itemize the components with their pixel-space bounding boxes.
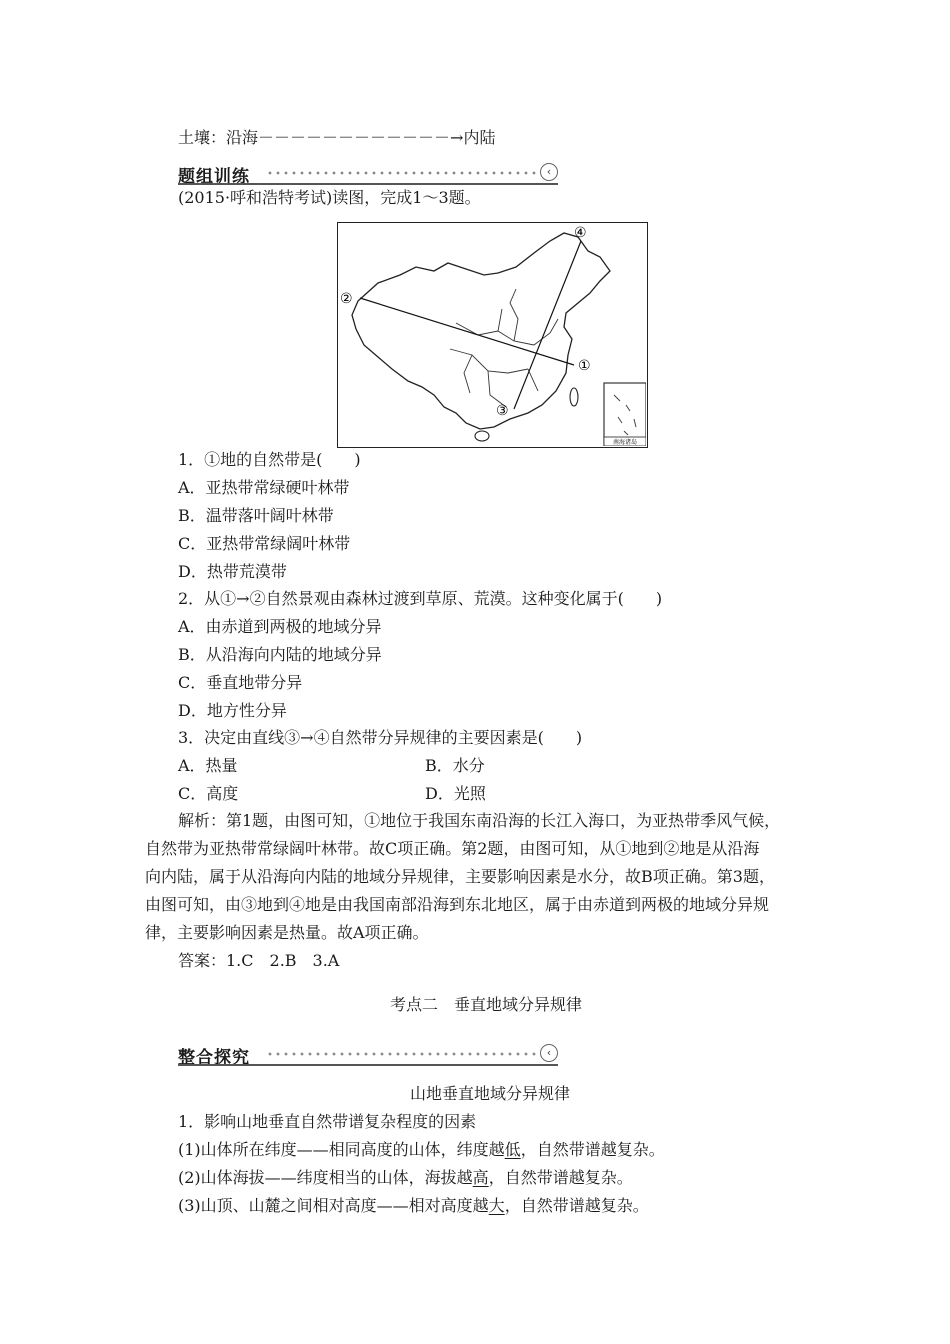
province-lines <box>450 289 558 407</box>
marker-3: ③ <box>496 403 509 419</box>
factor-item-1 <box>178 1140 665 1160</box>
factor-keyword: 低 <box>504 1140 521 1159</box>
source-line: (2015·呼和浩特考试)读图，完成1～3题。 <box>178 188 481 207</box>
q2-option-c: C．垂直地带分异 <box>178 673 303 692</box>
q2-option-a: A．由赤道到两极的地域分异 <box>178 617 382 636</box>
factor-keyword: 大 <box>488 1196 505 1215</box>
chevron-left-icon: ‹ <box>540 1044 558 1062</box>
factor-item-3 <box>178 1196 649 1216</box>
china-outline <box>352 233 610 429</box>
section-rule <box>178 1064 558 1066</box>
analysis-line-5: 律，主要影响因素是热量。故A项正确。 <box>145 923 429 942</box>
section-rule <box>178 183 558 185</box>
q1-option-d: D．热带荒漠带 <box>178 562 287 581</box>
analysis-line-4: 由图可知，由③地到④地是由我国南部沿海到东北地区，属于由赤道到两极的地域分异规 <box>145 895 770 914</box>
factor-keyword: 高 <box>472 1168 489 1187</box>
taiwan-island <box>570 388 578 406</box>
q1-option-b: B．温带落叶阔叶林带 <box>178 506 334 525</box>
marker-1: ① <box>578 358 591 374</box>
soil-label: 土壤：沿海 <box>178 128 259 147</box>
section-title: 整合探究 <box>178 1048 250 1068</box>
factor-text: ，自然带谱越复杂。 <box>488 1168 633 1187</box>
answer-line: 答案：1.C 2.B 3.A <box>178 951 340 970</box>
line-2-to-1 <box>360 298 574 365</box>
q1-stem: 1．①地的自然带是( ) <box>178 450 361 469</box>
factors-heading: 1．影响山地垂直自然带谱复杂程度的因素 <box>178 1112 477 1131</box>
chevron-left-icon: ‹ <box>540 163 558 181</box>
q3-option-b: B．水分 <box>425 756 485 775</box>
factor-text: (1)山体所在纬度——相同高度的山体，纬度越 <box>178 1140 505 1159</box>
inset-box <box>604 383 646 446</box>
factor-text: ，自然带谱越复杂。 <box>504 1196 649 1215</box>
china-map-figure <box>337 222 648 448</box>
section-header-explore <box>178 1043 558 1068</box>
line-3-to-4 <box>514 241 581 409</box>
dotted-divider <box>266 171 536 175</box>
section-header-practice <box>178 162 558 187</box>
q2-option-d: D．地方性分异 <box>178 701 287 720</box>
factor-text: (2)山体海拔——纬度相当的山体，海拔越 <box>178 1168 473 1187</box>
soil-arrow: －－－－－－－－－－－－→ <box>258 128 464 147</box>
analysis-line-2: 自然带为亚热带常绿阔叶林带。故C项正确。第2题，由图可知，从①地到②地是从沿海 <box>145 839 760 858</box>
marker-4: ④ <box>574 225 587 241</box>
analysis-line-3: 向内陆，属于从沿海向内陆的地域分异规律，主要影响因素是水分，故B项正确。第3题， <box>145 867 775 886</box>
soil-line <box>178 128 495 148</box>
section-title: 题组训练 <box>178 167 250 187</box>
q3-option-c: C．高度 <box>178 784 239 803</box>
subtitle: 山地垂直地域分异规律 <box>410 1084 571 1103</box>
kaodian-title: 考点二 垂直地域分异规律 <box>390 995 583 1014</box>
q2-option-b: B．从沿海向内陆的地域分异 <box>178 645 382 664</box>
hainan-island <box>475 431 489 441</box>
marker-2: ② <box>340 291 353 307</box>
factor-text: (3)山顶、山麓之间相对高度——相对高度越 <box>178 1196 489 1215</box>
q3-option-a: A．热量 <box>178 756 238 775</box>
soil-end: 内陆 <box>463 128 496 147</box>
dotted-divider <box>266 1052 536 1056</box>
q3-stem: 3．决定由直线③→④自然带分异规律的主要因素是( ) <box>178 728 583 747</box>
factor-item-2 <box>178 1168 633 1188</box>
china-map-svg <box>338 223 646 446</box>
q1-option-c: C．亚热带常绿阔叶林带 <box>178 534 351 553</box>
q3-option-d: D．光照 <box>425 784 486 803</box>
q1-option-a: A．亚热带常绿硬叶林带 <box>178 478 350 497</box>
inset-label: 南海诸岛 <box>612 440 638 446</box>
analysis-line-1: 解析：第1题，由图可知，①地位于我国东南沿海的长江入海口，为亚热带季风气候， <box>178 811 781 830</box>
factor-text: ，自然带谱越复杂。 <box>520 1140 665 1159</box>
q2-stem: 2．从①→②自然景观由森林过渡到草原、荒漠。这种变化属于( ) <box>178 589 663 608</box>
